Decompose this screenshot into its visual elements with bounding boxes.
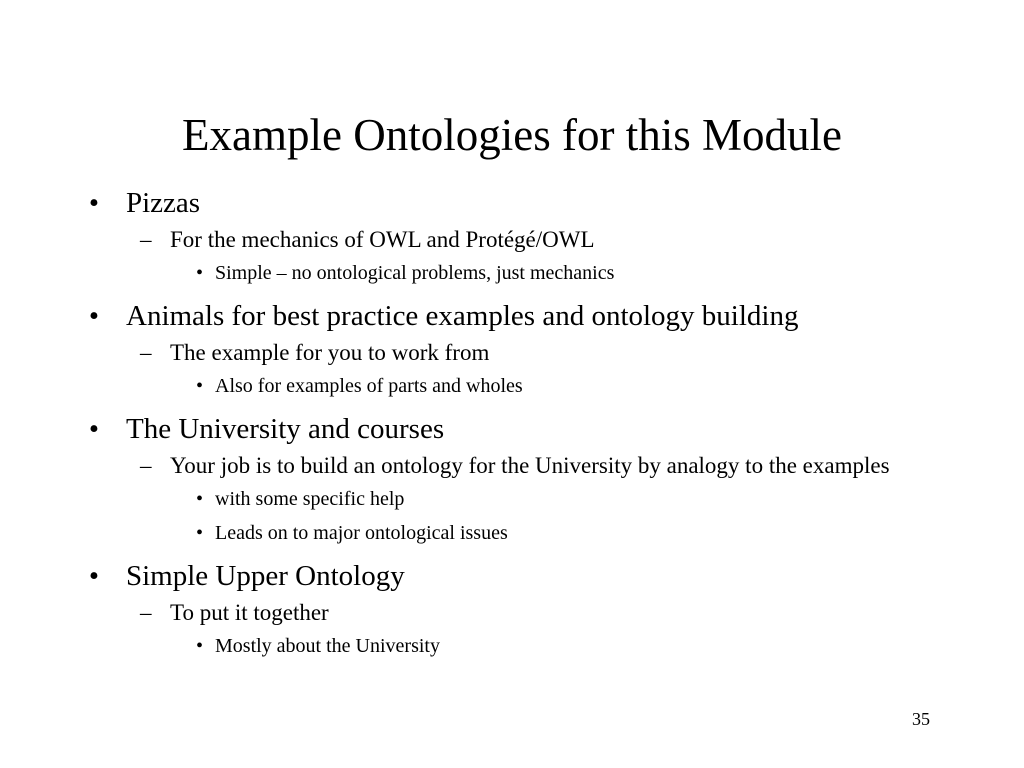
bullet-text: Simple Upper Ontology — [126, 560, 405, 592]
bullet-marker: • — [88, 187, 100, 219]
page-number: 35 — [912, 709, 930, 729]
dash-marker: – — [140, 600, 152, 625]
bullet-group-upper-ontology — [84, 555, 944, 663]
sub-sub-bullet-item — [196, 482, 944, 516]
dash-marker: – — [140, 340, 152, 365]
sub-bullet-item — [126, 597, 944, 629]
sub-bullet-text: Your job is to build an ontology for the University by analogy to the examples — [170, 453, 890, 478]
sub-sub-bullet-item — [196, 516, 944, 550]
sub-sub-bullet-item — [196, 256, 944, 290]
sub-bullet-text: The example for you to work from — [170, 340, 490, 365]
bullet-list — [84, 182, 944, 668]
sub-sub-bullet-item — [196, 369, 944, 403]
bullet-group-animals — [84, 295, 944, 403]
dash-marker: – — [140, 227, 152, 252]
bullet-item-l1 — [84, 408, 944, 450]
bullet-group-university — [84, 408, 944, 550]
sub-bullet-item — [126, 450, 944, 482]
bullet-marker: • — [196, 522, 204, 544]
sub-sub-bullet-text: Also for examples of parts and wholes — [215, 375, 523, 397]
bullet-text: Animals for best practice examples and ontology building — [126, 300, 799, 332]
bullet-marker: • — [88, 560, 100, 592]
bullet-item-l1 — [84, 555, 944, 597]
sub-sub-bullet-text: Simple – no ontological problems, just mechanics — [215, 262, 615, 284]
bullet-text: Pizzas — [126, 187, 201, 219]
sub-bullet-text: To put it together — [170, 600, 329, 625]
bullet-marker: • — [196, 488, 204, 510]
sub-bullet-item — [126, 337, 944, 369]
sub-sub-bullet-text: with some specific help — [215, 488, 405, 510]
bullet-item-l1 — [84, 295, 944, 337]
bullet-text: The University and courses — [126, 413, 445, 445]
sub-sub-bullet-item — [196, 629, 944, 663]
dash-marker: – — [140, 453, 152, 478]
bullet-marker: • — [88, 300, 100, 332]
bullet-marker: • — [88, 413, 100, 445]
sub-sub-bullet-text: Leads on to major ontological issues — [215, 522, 508, 544]
bullet-marker: • — [196, 262, 204, 284]
bullet-item-l1 — [84, 182, 944, 224]
bullet-marker: • — [196, 635, 204, 657]
sub-bullet-text: For the mechanics of OWL and Protégé/OWL — [170, 227, 595, 252]
sub-sub-bullet-text: Mostly about the University — [215, 635, 440, 657]
sub-bullet-item — [126, 224, 944, 256]
slide-title: Example Ontologies for this Module — [182, 110, 842, 160]
bullet-marker: • — [196, 375, 204, 397]
bullet-group-pizzas — [84, 182, 944, 290]
